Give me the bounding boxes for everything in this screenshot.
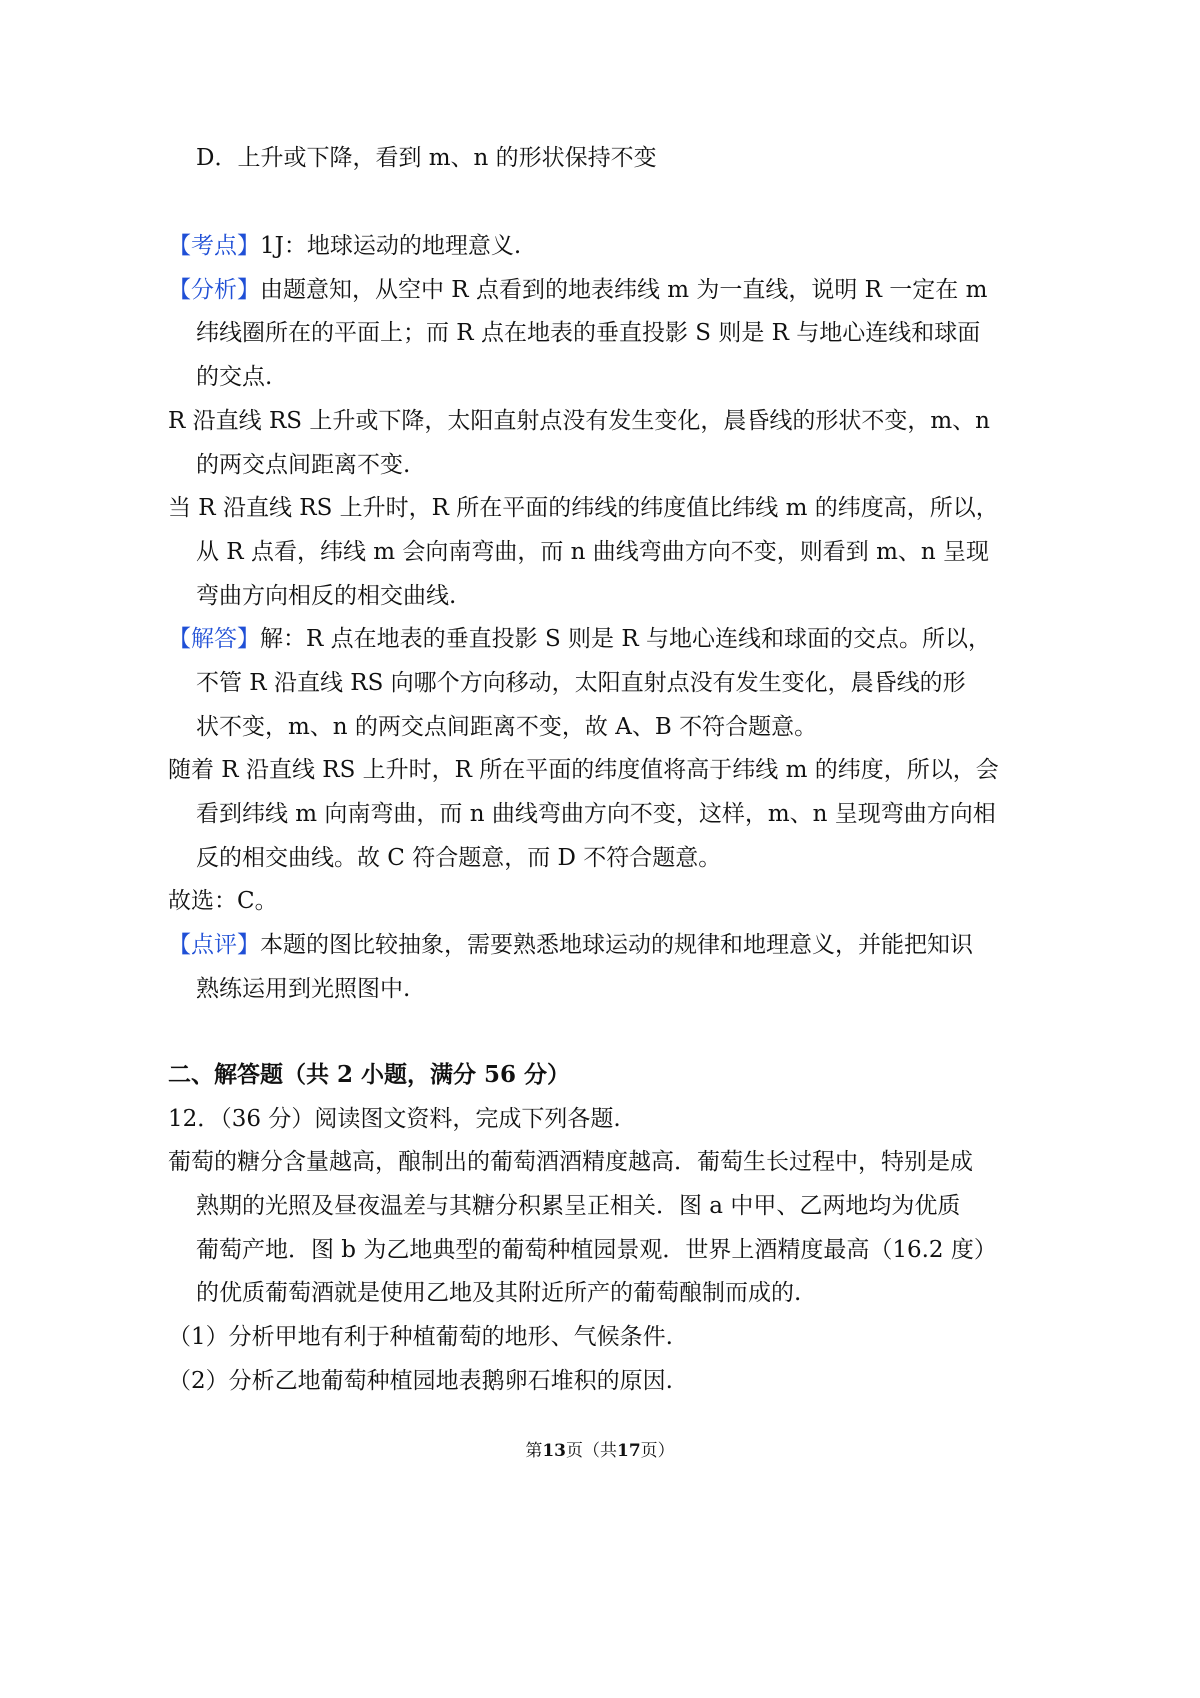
fenxi-line-2: 纬线圈所在的平面上；而 R 点在地表的垂直投影 S 则是 R 与地心连线和球面 [196,320,981,346]
jieda-line-6: 反的相交曲线。故 C 符合题意，而 D 不符合题意。 [196,845,722,871]
q12-passage-2: 熟期的光照及昼夜温差与其糖分积累呈正相关．图 a 中甲、乙两地均为优质 [196,1193,961,1219]
fenxi-line-5: 的两交点间距离不变. [196,452,411,478]
q12-passage-1: 葡萄的糖分含量越高，酿制出的葡萄酒酒精度越高．葡萄生长过程中，特别是成 [168,1149,973,1175]
jieda-line-3: 状不变，m、n 的两交点间距离不变，故 A、B 不符合题意。 [196,714,818,740]
fenxi-line-8: 弯曲方向相反的相交曲线. [196,583,457,609]
q12-sub1: （1）分析甲地有利于种植葡萄的地形、气候条件. [168,1324,673,1350]
q12-sub2: （2）分析乙地葡萄种植园地表鹅卵石堆积的原因. [168,1368,673,1394]
footer-total-pages: 17 [617,1441,641,1461]
fenxi-line-6: 当 R 沿直线 RS 上升时，R 所在平面的纬线的纬度值比纬线 m 的纬度高，所以， [168,495,999,521]
jieda-line-2: 不管 R 沿直线 RS 向哪个方向移动，太阳直射点没有发生变化，晨昏线的形 [196,670,966,696]
footer-page-number: 13 [542,1441,566,1461]
footer-mid: 页（共 [566,1441,617,1461]
kaodian-tag: 【考点】 [168,233,260,259]
dianping-text-1: 本题的图比较抽象，需要熟悉地球运动的规律和地理意义，并能把知识 [260,932,973,958]
footer-suffix: 页） [640,1441,675,1461]
fenxi-line-4: R 沿直线 RS 上升或下降，太阳直射点没有发生变化，晨昏线的形状不变，m、n [168,408,990,434]
q12-header: 12．（36 分）阅读图文资料，完成下列各题. [168,1106,621,1132]
jieda-tag: 【解答】 [168,626,260,652]
kaodian-text: 1J：地球运动的地理意义. [260,233,522,259]
fenxi-text-1: 由题意知，从空中 R 点看到的地表纬线 m 为一直线，说明 R 一定在 m [260,277,988,303]
section2-heading: 二、解答题（共 2 小题，满分 56 分） [168,1061,571,1088]
dianping-tag: 【点评】 [168,932,260,958]
fenxi-line-1 [168,274,987,306]
jieda-line-1 [168,623,991,655]
jieda-line-7: 故选：C。 [168,888,278,914]
q12-passage-3: 葡萄产地．图 b 为乙地典型的葡萄种植园景观．世界上酒精度最高（16.2 度） [196,1237,997,1263]
dianping-line-1 [168,929,973,961]
fenxi-line-7: 从 R 点看，纬线 m 会向南弯曲，而 n 曲线弯曲方向不变，则看到 m、n 呈现 [196,539,990,565]
page-footer [0,1435,1200,1467]
kaodian-line [168,230,521,262]
dianping-line-2: 熟练运用到光照图中. [196,976,411,1002]
jieda-line-4: 随着 R 沿直线 RS 上升时，R 所在平面的纬度值将高于纬线 m 的纬度，所以，会 [168,757,999,783]
jieda-line-5: 看到纬线 m 向南弯曲，而 n 曲线弯曲方向不变，这样，m、n 呈现弯曲方向相 [196,801,996,827]
footer-prefix: 第 [525,1441,543,1461]
option-d: D．上升或下降，看到 m、n 的形状保持不变 [196,145,657,171]
q12-passage-4: 的优质葡萄酒就是使用乙地及其附近所产的葡萄酿制而成的. [196,1280,802,1306]
fenxi-tag: 【分析】 [168,277,260,303]
jieda-text-1: 解：R 点在地表的垂直投影 S 则是 R 与地心连线和球面的交点。所以， [260,626,991,652]
fenxi-line-3: 的交点. [196,364,273,390]
